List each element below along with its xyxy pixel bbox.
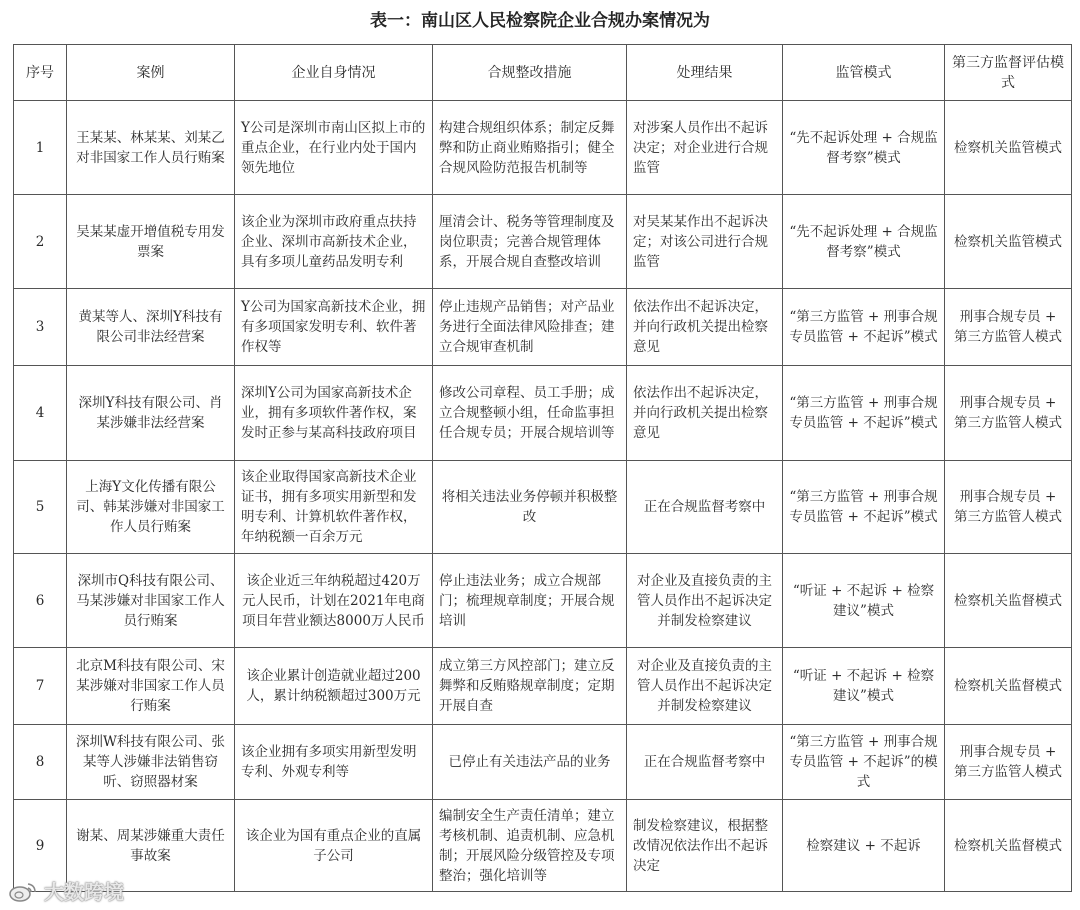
watermark: [8, 876, 124, 905]
cell-measures: 停止违法业务；成立合规部门；梳理规章制度；开展合规培训: [433, 554, 627, 648]
cell-measures: 厘清会计、税务等管理制度及岗位职责；完善合规管理体系，开展合规自查整改培训: [433, 195, 627, 289]
cell-result: 制发检察建议，根据整改情况依法作出不起诉决定: [627, 800, 783, 892]
cell-company-situation: Y公司是深圳市南山区拟上市的重点企业，在行业内处于国内领先地位: [235, 101, 433, 195]
cell-supervision-mode: “先不起诉处理 + 合规监督考察”模式: [783, 195, 945, 289]
cell-result: 对企业及直接负责的主管人员作出不起诉决定并制发检察建议: [627, 554, 783, 648]
cell-result: 对企业及直接负责的主管人员作出不起诉决定并制发检察建议: [627, 648, 783, 725]
cell-case: 王某某、林某某、刘某乙对非国家工作人员行贿案: [67, 101, 235, 195]
cell-case: 谢某、周某涉嫌重大责任事故案: [67, 800, 235, 892]
cell-supervision-mode: “第三方监管 + 刑事合规专员监管 + 不起诉”模式: [783, 461, 945, 554]
cell-company-situation: 该企业累计创造就业超过200人，累计纳税额超过300万元: [235, 648, 433, 725]
cases-table: [13, 44, 1072, 892]
cell-case: 深圳W科技有限公司、张某等人涉嫌非法销售窃听、窃照器材案: [67, 725, 235, 800]
cell-supervision-mode: “先不起诉处理 + 合规监督考察”模式: [783, 101, 945, 195]
cell-measures: 成立第三方风控部门；建立反舞弊和反贿赂规章制度；定期开展自查: [433, 648, 627, 725]
cell-result: 正在合规监督考察中: [627, 461, 783, 554]
cell-case: 黄某等人、深圳Y科技有限公司非法经营案: [67, 289, 235, 366]
table-title: 表一：南山区人民检察院企业合规办案情况为: [370, 11, 710, 31]
table-row: [14, 648, 1072, 725]
cell-result: 依法作出不起诉决定，并向行政机关提出检察意见: [627, 366, 783, 461]
header-third-party-mode: 第三方监督评估模式: [945, 45, 1072, 101]
cell-measures: 将相关违法业务停顿并积极整改: [433, 461, 627, 554]
header-case: 案例: [67, 45, 235, 101]
header-rectification-measures: 合规整改措施: [433, 45, 627, 101]
cell-case: 上海Y文化传播有限公司、韩某涉嫌对非国家工作人员行贿案: [67, 461, 235, 554]
cell-result: 对涉案人员作出不起诉决定；对企业进行合规监管: [627, 101, 783, 195]
cell-index: 2: [14, 195, 67, 289]
cell-company-situation: Y公司为国家高新技术企业，拥有多项国家发明专利、软件著作权等: [235, 289, 433, 366]
table-row: [14, 725, 1072, 800]
table-row: [14, 101, 1072, 195]
cell-company-situation: 深圳Y公司为国家高新技术企业，拥有多项软件著作权，案发时正参与某高科技政府项目: [235, 366, 433, 461]
watermark-text: 大数跨境: [44, 880, 124, 904]
cell-index: 3: [14, 289, 67, 366]
cell-third-party-mode: 检察机关监管模式: [945, 101, 1072, 195]
cell-company-situation: 该企业拥有多项实用新型发明专利、外观专利等: [235, 725, 433, 800]
cell-third-party-mode: 检察机关监督模式: [945, 800, 1072, 892]
cell-case: 深圳市Q科技有限公司、马某涉嫌对非国家工作人员行贿案: [67, 554, 235, 648]
cell-measures: 已停止有关违法产品的业务: [433, 725, 627, 800]
cell-third-party-mode: 刑事合规专员 + 第三方监管人模式: [945, 461, 1072, 554]
cell-index: 7: [14, 648, 67, 725]
cell-supervision-mode: “第三方监管 + 刑事合规专员监管 + 不起诉”的模式: [783, 725, 945, 800]
cell-index: 8: [14, 725, 67, 800]
cell-supervision-mode: “第三方监管 + 刑事合规专员监管 + 不起诉”模式: [783, 366, 945, 461]
table-row: [14, 195, 1072, 289]
cell-case: 吴某某虚开增值税专用发票案: [67, 195, 235, 289]
table-header-row: [14, 45, 1072, 101]
cell-case: 北京M科技有限公司、宋某涉嫌对非国家工作人员行贿案: [67, 648, 235, 725]
cell-third-party-mode: 检察机关监督模式: [945, 648, 1072, 725]
cell-index: 9: [14, 800, 67, 892]
cell-third-party-mode: 检察机关监督模式: [945, 554, 1072, 648]
cell-supervision-mode: “听证 + 不起诉 + 检察建议”模式: [783, 554, 945, 648]
cell-index: 5: [14, 461, 67, 554]
cell-third-party-mode: 刑事合规专员 + 第三方监管人模式: [945, 366, 1072, 461]
cell-company-situation: 该企业为深圳市政府重点扶持企业、深圳市高新技术企业，具有多项儿童药品发明专利: [235, 195, 433, 289]
cell-result: 依法作出不起诉决定，并向行政机关提出检察意见: [627, 289, 783, 366]
cell-company-situation: 该企业为国有重点企业的直属子公司: [235, 800, 433, 892]
cell-measures: 修改公司章程、员工手册；成立合规整顿小组，任命监事担任合规专员；开展合规培训等: [433, 366, 627, 461]
cell-third-party-mode: 刑事合规专员 + 第三方监管人模式: [945, 289, 1072, 366]
cell-measures: 停止违规产品销售；对产品业务进行全面法律风险排查；建立合规审查机制: [433, 289, 627, 366]
table-row: [14, 461, 1072, 554]
cell-case: 深圳Y科技有限公司、肖某涉嫌非法经营案: [67, 366, 235, 461]
cell-supervision-mode: “第三方监管 + 刑事合规专员监管 + 不起诉”模式: [783, 289, 945, 366]
header-result: 处理结果: [627, 45, 783, 101]
table-row: [14, 800, 1072, 892]
table-row: [14, 554, 1072, 648]
weibo-logo-icon: [8, 880, 38, 902]
cell-third-party-mode: 刑事合规专员 + 第三方监管人模式: [945, 725, 1072, 800]
cell-measures: 编制安全生产责任清单；建立考核机制、追责机制、应急机制；开展风险分级管控及专项整治；强化培训等: [433, 800, 627, 892]
cell-result: 对吴某某作出不起诉决定；对该公司进行合规监管: [627, 195, 783, 289]
cell-supervision-mode: “听证 + 不起诉 + 检察建议”模式: [783, 648, 945, 725]
header-company-situation: 企业自身情况: [235, 45, 433, 101]
cell-supervision-mode: 检察建议 + 不起诉: [783, 800, 945, 892]
cell-company-situation: 该企业取得国家高新技术企业证书，拥有多项实用新型和发明专利、计算机软件著作权，年纳税额一百余万元: [235, 461, 433, 554]
table-row: [14, 289, 1072, 366]
cell-index: 4: [14, 366, 67, 461]
cell-index: 6: [14, 554, 67, 648]
cell-result: 正在合规监督考察中: [627, 725, 783, 800]
cell-company-situation: 该企业近三年纳税超过420万元人民币，计划在2021年电商项目年营业额达8000万人民币: [235, 554, 433, 648]
cell-third-party-mode: 检察机关监管模式: [945, 195, 1072, 289]
header-index: 序号: [14, 45, 67, 101]
cell-index: 1: [14, 101, 67, 195]
table-row: [14, 366, 1072, 461]
header-supervision-mode: 监管模式: [783, 45, 945, 101]
cell-measures: 构建合规组织体系；制定反舞弊和防止商业贿赂指引；健全合规风险防范报告机制等: [433, 101, 627, 195]
